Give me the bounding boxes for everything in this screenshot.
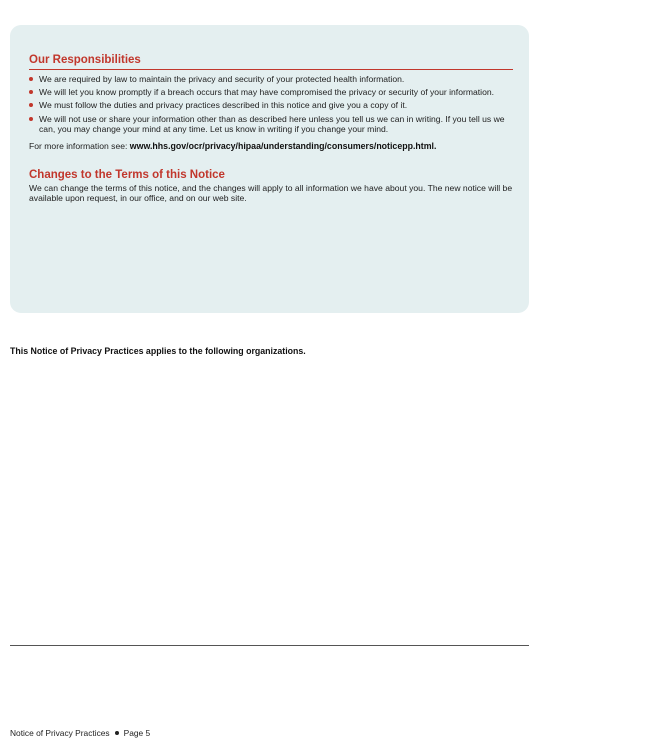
footer-separator-icon bbox=[115, 731, 119, 735]
responsibilities-list bbox=[29, 74, 513, 134]
page-footer bbox=[10, 728, 150, 738]
bullet-icon bbox=[29, 77, 33, 81]
list-item bbox=[29, 100, 513, 110]
more-info-label: For more information see: bbox=[29, 141, 128, 152]
heading-divider bbox=[29, 69, 513, 70]
responsibilities-box bbox=[10, 25, 529, 313]
list-item-text: We will let you know promptly if a breach occurs that may have compromised the privacy or security of your information. bbox=[39, 87, 495, 98]
list-item bbox=[29, 114, 513, 134]
footer-page-number: Page 5 bbox=[123, 728, 151, 738]
responsibilities-heading: Our Responsibilities bbox=[29, 54, 141, 66]
list-item bbox=[29, 87, 513, 97]
list-item-text: We must follow the duties and privacy practices described in this notice and give you a copy of it. bbox=[39, 100, 408, 111]
bottom-divider bbox=[10, 645, 529, 646]
bullet-icon bbox=[29, 117, 33, 121]
list-item-text: We are required by law to maintain the privacy and security of your protected health information. bbox=[39, 74, 405, 84]
hhs-link[interactable]: www.hhs.gov/ocr/privacy/hipaa/understanding/consumers/noticepp.html. bbox=[129, 141, 437, 152]
bullet-icon bbox=[29, 103, 33, 107]
bullet-icon bbox=[29, 90, 33, 94]
applies-note: This Notice of Privacy Practices applies to the following organizations. bbox=[10, 346, 306, 356]
changes-heading: Changes to the Terms of this Notice bbox=[29, 169, 225, 182]
list-item bbox=[29, 74, 513, 84]
changes-text: We can change the terms of this notice, and the changes will apply to all information we have about you. The new notice will be available upon request, in our office, and on our web site. bbox=[29, 183, 513, 204]
more-info-line bbox=[29, 141, 513, 152]
footer-doc-title: Notice of Privacy Practices bbox=[10, 728, 110, 738]
list-item-text: We will not use or share your information other than as described here unless you tell us we can in writing. If you tell us we can, you may change your mind at any time. Let us know in writing if you change your mind. bbox=[39, 113, 505, 134]
